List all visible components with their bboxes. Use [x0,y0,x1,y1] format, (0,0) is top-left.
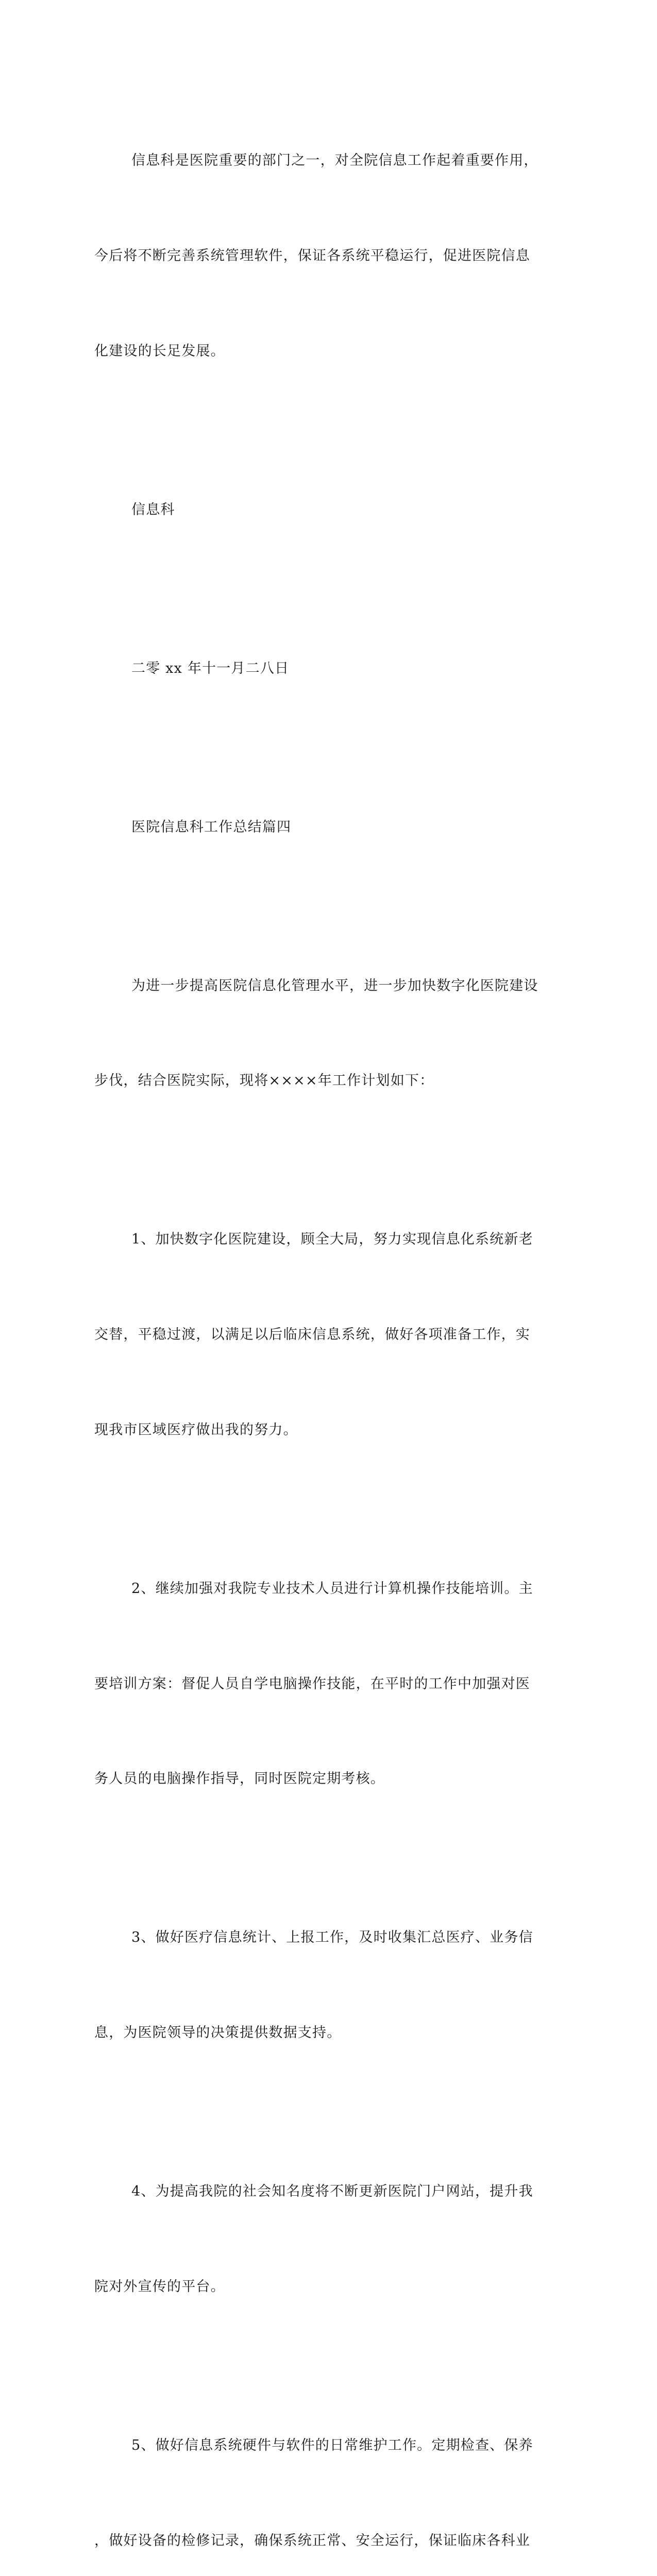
text-line: 为进一步提高医院信息化管理水平，进一步加快数字化医院建设 [131,977,538,994]
plan-item-5 [94,2366,548,2576]
text-line: 要培训方案：督促人员自学电脑操作技能，在平时的工作中加强对医 [94,1675,530,1692]
text-line: 二零 xx 年十一月二八日 [131,660,290,676]
plan-item-1 [94,1160,548,1510]
text-line: 1、加快数字化医院建设，顾全大局，努力实现信息化系统新老 [131,1231,533,1248]
plan-item-3 [94,1858,548,2112]
plan-item-2 [94,1510,548,1859]
text-line: ，做好设备的检修记录，确保系统正常、安全运行，保证临床各科业 [94,2532,530,2549]
text-line: 4、为提高我院的社会知名度将不断更新医院门户网站，提升我 [131,2183,533,2200]
signature-department [94,431,548,589]
text-line: 5、做好信息系统硬件与软件的日常维护工作。定期检查、保养 [131,2437,533,2453]
paragraph-summary [94,81,548,431]
text-line: 务人员的电脑操作指导，同时医院定期考核。 [94,1771,385,1787]
text-line: 息，为医院领导的决策提供数据支持。 [94,2025,342,2041]
text-line: 交替，平稳过渡，以满足以后临床信息系统，做好各项准备工作，实 [94,1327,530,1343]
text-line: 信息科 [131,501,175,518]
text-line: 2、继续加强对我院专业技术人员进行计算机操作技能培训。主 [131,1580,533,1597]
text-line: 信息科是医院重要的部门之一，对全院信息工作起着重要作用， [131,152,538,169]
section-heading [94,748,548,906]
text-line: 医院信息科工作总结篇四 [131,819,292,835]
paragraph-intro [94,906,548,1160]
text-line: 步伐，结合医院实际，现将××××年工作计划如下： [94,1073,434,1089]
plan-item-4 [94,2112,548,2366]
signature-date [94,589,548,748]
text-line: 现我市区域医疗做出我的努力。 [94,1421,298,1438]
document-body [94,81,548,2576]
text-line: 3、做好医疗信息统计、上报工作，及时收集汇总医疗、业务信 [131,1929,533,1946]
text-line: 今后将不断完善系统管理软件，保证各系统平稳运行，促进医院信息 [94,247,530,264]
text-line: 化建设的长足发展。 [94,343,225,359]
text-line: 院对外宣传的平台。 [94,2278,225,2295]
